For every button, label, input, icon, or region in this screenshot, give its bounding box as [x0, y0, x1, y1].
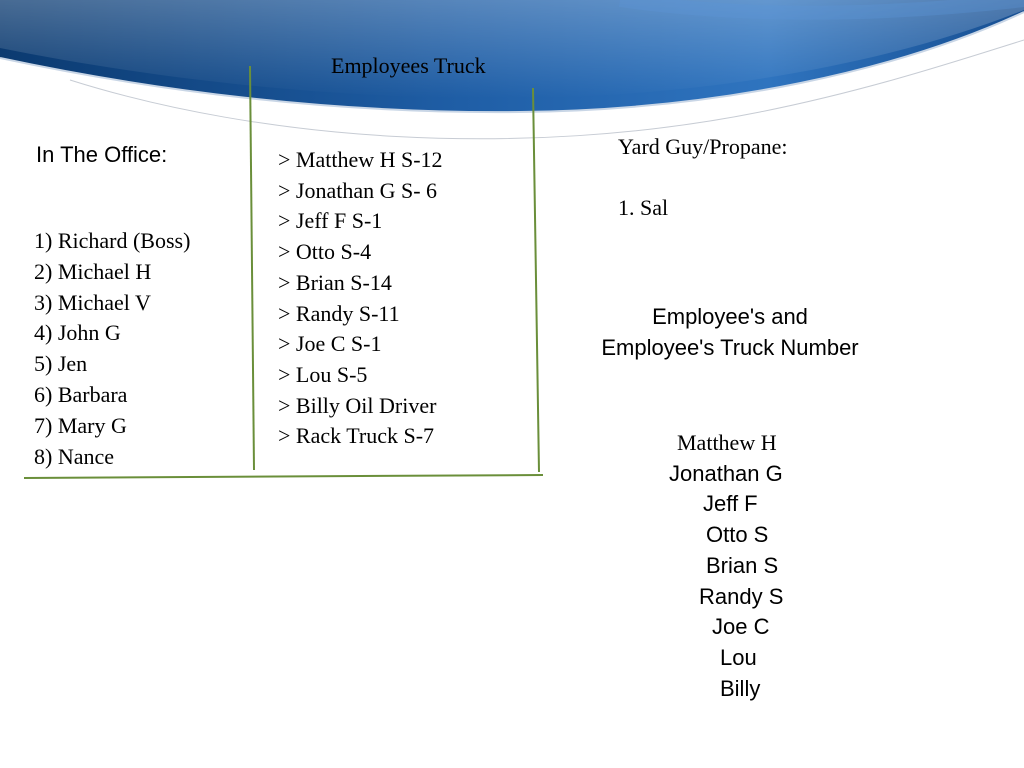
list-item: Randy S [699, 583, 784, 609]
list-item: 5) Jen [34, 351, 88, 377]
list-item: Billy [720, 675, 761, 701]
list-item: Brian S [706, 552, 779, 578]
list-item: > Rack Truck S-7 [278, 423, 435, 449]
list-item: 7) Mary G [34, 412, 127, 438]
list-item: Joe C [712, 614, 770, 640]
list-item: 3) Michael V [34, 289, 151, 315]
list-item: > Brian S-14 [278, 269, 392, 295]
list-item: > Otto S-4 [278, 239, 372, 265]
truck-assignment-list [278, 145, 443, 452]
office-heading: In The Office: [36, 142, 168, 167]
list-item: Jeff F [703, 491, 758, 517]
list-item: > Jonathan G S- 6 [278, 177, 438, 203]
yard-item: 1. Sal [618, 195, 669, 220]
list-item: > Billy Oil Driver [278, 392, 437, 418]
list-item: Otto S [706, 522, 769, 548]
yard-heading: Yard Guy/Propane: [618, 134, 788, 159]
list-item: > Matthew H S-12 [278, 147, 443, 172]
summary-heading: Employee's and Employee's Truck Number [601, 304, 859, 360]
list-item: > Joe C S-1 [278, 331, 382, 357]
list-item: 1) Richard (Boss) [34, 228, 191, 253]
list-item: 4) John G [34, 320, 121, 346]
list-item: Jonathan G [669, 460, 783, 486]
list-item: 2) Michael H [34, 258, 152, 284]
employee-name-list [636, 428, 856, 704]
list-item: 8) Nance [34, 443, 115, 469]
list-item: Matthew H [677, 430, 777, 455]
list-item: > Randy S-11 [278, 300, 400, 326]
list-item: > Jeff F S-1 [278, 208, 383, 234]
list-item: 6) Barbara [34, 381, 128, 407]
slide-title: Employees Truck [331, 53, 486, 78]
list-item: > Lou S-5 [278, 361, 368, 387]
list-item: Lou [720, 644, 757, 670]
office-employee-list [34, 226, 190, 472]
